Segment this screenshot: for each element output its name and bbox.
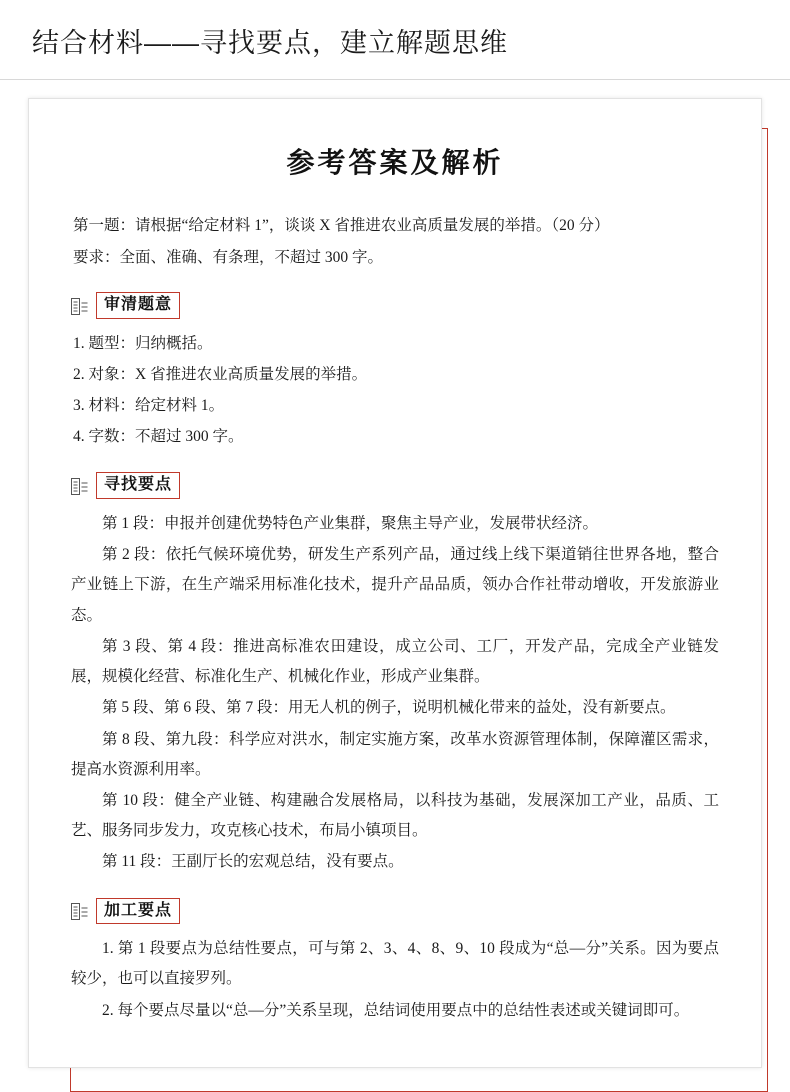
list-lines-icon <box>71 903 88 920</box>
list-item: 第 11 段：王副厅长的宏观总结，没有要点。 <box>102 853 404 871</box>
list-item: 第 8 段、第九段：科学应对洪水，制定实施方案，改革水资源管理体制，保障灌区需求，提高水资源利用率。 <box>71 730 719 778</box>
list-item: 2. 每个要点尽量以“总—分”关系呈现，总结词使用要点中的总结性表述或关键词即可。 <box>102 1001 690 1019</box>
list-item: 第 10 段：健全产业链、构建融合发展格局，以科技为基础，发展深加工产业，品质、工艺、服务同步发力，攻克核心技术，布局小镇项目。 <box>71 792 719 840</box>
title-divider <box>0 79 790 80</box>
page-title: 结合材料——寻找要点，建立解题思维 <box>32 28 508 58</box>
list-item: 第 2 段：依托气候环境优势，研发生产系列产品，通过线上线下渠道销往世界各地，整合产业链上下游，在生产端采用标准化技术，提升产品品质，领办合作社带动增收，开发旅游业态。 <box>71 546 719 624</box>
list-item: 1. 题型：归纳概括。 <box>73 334 213 352</box>
document-sheet <box>28 98 762 1068</box>
list-lines-icon <box>71 298 88 315</box>
section-label-xun-zhao-yao-dian: 寻找要点 <box>96 472 180 499</box>
list-item: 第 3 段、第 4 段：推进高标准农田建设，成立公司、工厂，开发产品，完成全产业链发展，规模化经营、标准化生产、机械化作业，形成产业集群。 <box>71 637 719 686</box>
section-label-shen-qing-ti-yi: 审清题意 <box>96 292 180 319</box>
list-item: 第 5 段、第 6 段、第 7 段：用无人机的例子，说明机械化带来的益处，没有新要点。 <box>102 699 676 717</box>
list-item: 1. 第 1 段要点为总结性要点，可与第 2、3、4、8、9、10 段成为“总—分”关系。因为要点较少，也可以直接罗列。 <box>71 940 719 988</box>
list-item: 3. 材料：给定材料 1。 <box>73 397 225 414</box>
section-body-3 <box>71 934 719 1026</box>
list-item: 2. 对象：X 省推进农业高质量发展的举措。 <box>73 365 368 383</box>
section-body-1 <box>71 329 719 453</box>
section-header-3 <box>71 898 719 925</box>
list-item: 4. 字数：不超过 300 字。 <box>73 428 244 446</box>
list-item: 第 1 段：申报并创建优势特色产业集群，聚焦主导产业，发展带状经济。 <box>102 515 599 533</box>
question-requirement: 要求：全面、准确、有条理，不超过 300 字。 <box>73 248 384 266</box>
section-header-2 <box>71 472 719 499</box>
document-title: 参考答案及解析 <box>286 148 504 180</box>
question-statement: 第一题：请根据“给定材料 1”，谈谈 X 省推进农业高质量发展的举措。（20 分） <box>73 217 610 235</box>
section-body-2 <box>71 509 719 878</box>
section-label-jia-gong-yao-dian: 加工要点 <box>96 898 180 925</box>
document-wrapper <box>28 98 762 1068</box>
section-header-1 <box>71 292 719 319</box>
list-lines-icon <box>71 478 88 495</box>
